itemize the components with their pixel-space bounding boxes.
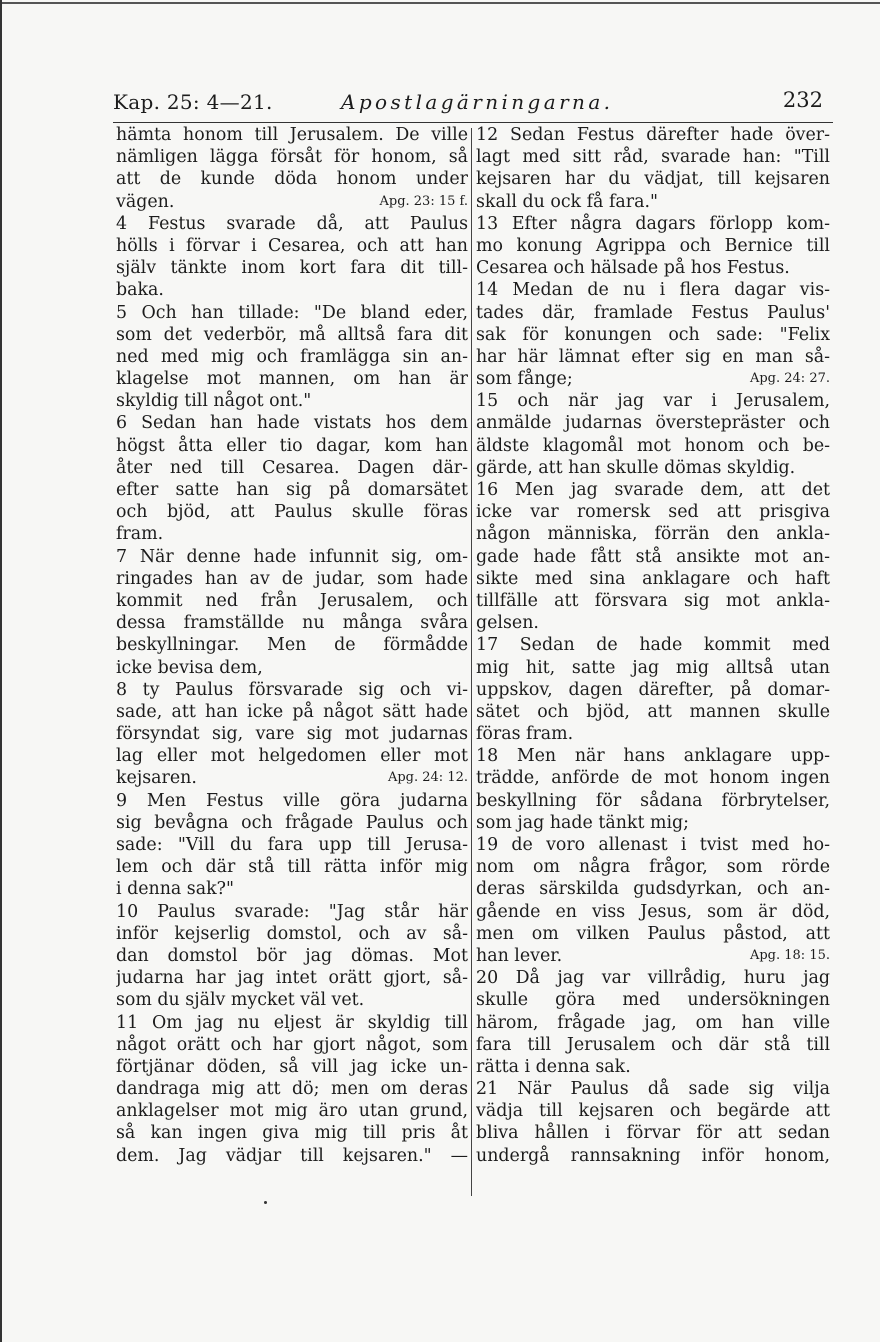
line-text: han lever. [476,945,563,966]
line-text: vägen. [116,191,175,212]
text-line: försyndat sig, vare sig mot judarnas [116,724,468,745]
text-line: fara till Jerusalem och där stå till [476,1034,830,1055]
text-line: kejsaren har du vädjat, till kejsaren [476,169,830,190]
text-line [476,368,830,390]
text-line [116,191,468,213]
text-line: fram. [116,524,164,545]
text-line: tades där, framlade Festus Paulus' [476,302,830,323]
text-line: tillfälle att försvara sig mot ankla- [476,590,830,611]
text-line: bliva hållen i förvar för att sedan [476,1123,830,1144]
text-line: lag eller mot helgedomen eller mot [116,746,468,767]
text-line: 6 Sedan han hade vistats hos dem [116,413,468,434]
cross-reference: Apg. 23: 15 f. [379,193,468,209]
text-line: sak för konungen och sade: "Felix [476,324,830,345]
text-line: trädde, anförde de mot honom ingen [476,768,830,789]
text-line: 7 När denne hade infunnit sig, om- [116,546,468,567]
text-line: icke var romersk sed att prisgiva [476,502,830,523]
right-column [476,124,830,1167]
text-line: härom, frågade jag, om han ville [476,1012,830,1033]
text-line [476,945,830,967]
cross-reference: Apg. 24: 12. [387,770,468,786]
text-line: 8 ty Paulus försvarade sig och vi- [116,679,468,700]
text-line: dem. Jag vädjar till kejsaren." — [116,1145,468,1166]
text-line: skall du ock få fara." [476,191,658,212]
text-line: baka. [116,280,164,301]
text-line: 17 Sedan de hade kommit med [476,635,830,656]
text-line: hölls i förvar i Cesarea, och att han [116,235,468,256]
page-number: 232 [782,88,823,112]
text-line: rätta i denna sak. [476,1056,631,1077]
text-line: 15 och när jag var i Jerusalem, [476,391,830,412]
text-line: gelsen. [476,613,539,634]
text-line: anmälde judarnas överstepräster och [476,413,830,434]
text-line: någon människa, förrän den ankla- [476,524,830,545]
text-line: 13 Efter några dagars förlopp kom- [476,213,830,234]
text-line: mig hit, satte jag mig alltså utan [476,657,830,678]
text-line: gående en viss Jesus, som är död, [476,901,830,922]
text-line: 14 Medan de nu i flera dagar vis- [476,280,830,301]
text-line: 11 Om jag nu eljest är skyldig till [116,1012,468,1033]
text-line: dessa framställde nu många svåra [116,613,468,634]
text-line: 19 de voro allenast i tvist med ho- [476,835,830,855]
text-line: ringades han av de judar, som hade [116,568,468,589]
text-line: 10 Paulus svarade: "Jag står här [116,901,468,922]
text-line: dandraga mig att dö; men om deras [116,1079,468,1100]
line-text: som fånge; [476,369,573,390]
text-line: högst åtta eller tio dagar, kom han [116,435,468,456]
book-title: Apostlagärningarna. [341,90,614,114]
text-line: anklagelser mot mig äro utan grund, [116,1101,468,1122]
text-line: kommit ned från Jerusalem, och [116,590,468,611]
print-speck [264,1201,267,1204]
text-line: men om vilken Paulus påstod, att [476,923,830,944]
text-line: undergå rannsakning inför honom, [476,1145,830,1166]
cross-reference: Apg. 24: 27. [749,371,830,387]
text-line: så kan ingen giva mig till pris åt [116,1123,468,1144]
text-line: och bjöd, att Paulus skulle föras [116,502,468,523]
line-text: kejsaren. [116,768,197,789]
text-line: 4 Festus svarade då, att Paulus [116,213,468,234]
column-divider [471,128,472,1196]
text-line: föras fram. [476,724,574,745]
header-rule [113,122,833,123]
text-line: sade: "Vill du fara upp till Jerusa- [116,835,468,855]
text-line: i denna sak?" [116,879,234,900]
text-line: som det vederbör, må alltså fara dit [116,324,468,345]
text-line: 12 Sedan Festus därefter hade över- [476,125,830,145]
text-line: vädja till kejsaren och begärde att [476,1101,830,1122]
text-line: skyldig till något ont." [116,391,312,412]
text-line: inför kejserlig domstol, och av så- [116,923,468,944]
chapter-reference: Kap. 25: 4—21. [113,90,273,114]
top-border [0,2,880,4]
text-line: har här lämnat efter sig en man så- [476,346,830,367]
text-line: uppskov, dagen därefter, på domar- [476,679,830,700]
text-line: gärde, att han skulle dömas skyldig. [476,457,796,478]
text-line: att de kunde döda honom under [116,169,468,190]
text-line: lagt med sitt råd, svarade han: "Till [476,147,830,168]
text-line: skulle göra med undersökningen [476,990,830,1011]
text-line: efter satte han sig på domarsätet [116,480,468,500]
text-line: som du själv mycket väl vet. [116,990,365,1011]
text-line: som jag hade tänkt mig; [476,812,690,833]
text-line: judarna har jag intet orätt gjort, så- [116,968,468,989]
text-line: hämta honom till Jerusalem. De ville [116,125,468,145]
text-line: sade, att han icke på något sätt hade [116,701,468,722]
text-line: förtjänar döden, så vill jag icke un- [116,1056,468,1077]
left-border [0,0,2,1342]
text-line: mo konung Agrippa och Bernice till [476,235,830,256]
text-line: dan domstol bör jag dömas. Mot [116,945,468,966]
text-line: äldste klagomål mot honom och be- [476,435,830,456]
text-line: klagelse mot mannen, om han är [116,369,468,390]
text-line: 9 Men Festus ville göra judarna [116,790,468,811]
text-line: 20 Då jag var villrådig, huru jag [476,968,830,989]
text-line: själv tänkte inom kort fara dit till- [116,258,468,279]
text-line: Cesarea och hälsade på hos Festus. [476,258,790,279]
text-line: 18 Men när hans anklagare upp- [476,746,830,767]
text-line: beskyllningar. Men de förmådde [116,635,468,656]
text-line: nämligen lägga försåt för honom, så [116,147,468,168]
text-line [116,767,468,789]
text-line: deras särskilda gudsdyrkan, och an- [476,879,830,900]
cross-reference: Apg. 18: 15. [749,947,830,963]
text-line: gade hade fått stå ansikte mot an- [476,546,830,567]
text-line: ned med mig och framlägga sin an- [116,346,468,367]
text-line: beskyllning för sådana förbrytelser, [476,790,830,811]
text-line: 16 Men jag svarade dem, att det [476,480,830,500]
text-line: åter ned till Cesarea. Dagen där- [116,457,468,478]
text-line: 21 När Paulus då sade sig vilja [476,1079,830,1100]
text-line: något orätt och har gjort något, som [116,1034,468,1055]
text-line: sikte med sina anklagare och haft [476,568,830,589]
text-line: lem och där stå till rätta inför mig [116,857,468,878]
text-line: sätet och bjöd, att mannen skulle [476,701,830,722]
text-line: sig bevågna och frågade Paulus och [116,812,468,833]
text-line: icke bevisa dem, [116,657,263,678]
text-line: nom om några frågor, som rörde [476,857,830,878]
text-line: 5 Och han tillade: "De bland eder, [116,302,468,323]
running-header [113,84,827,124]
left-column [116,124,468,1167]
